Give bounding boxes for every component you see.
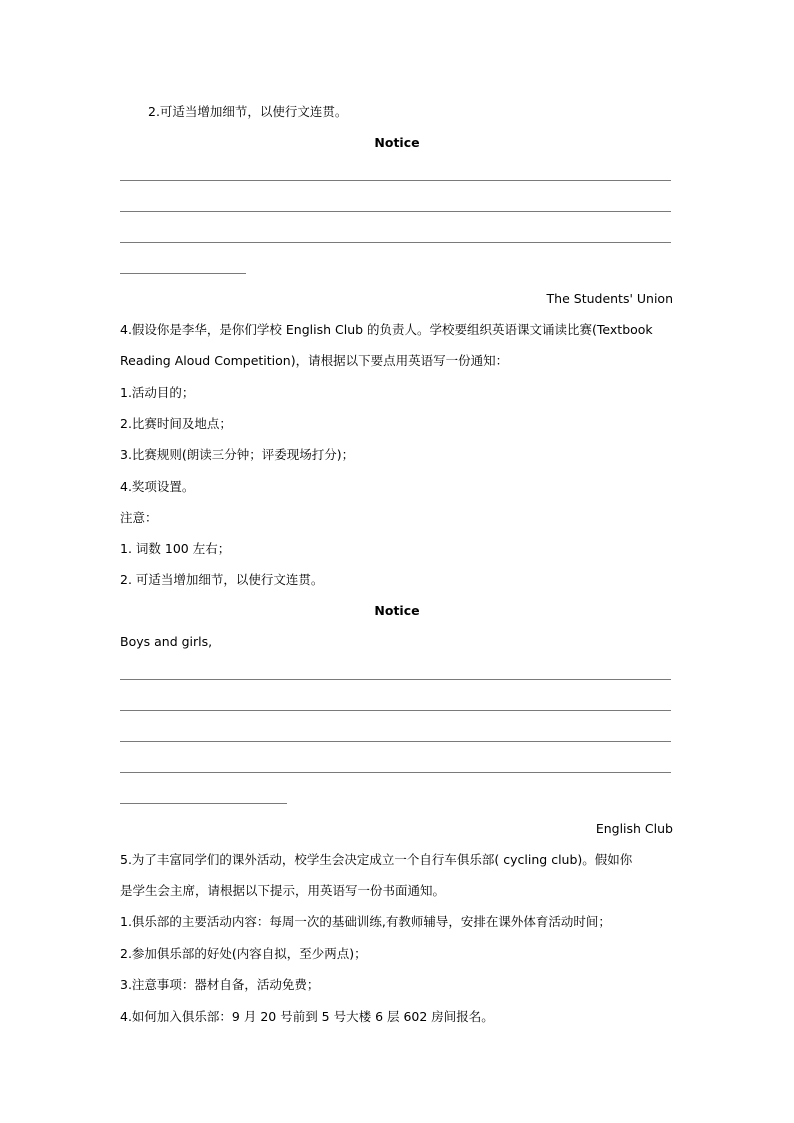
q5-point: 2.参加俱乐部的好处(内容自拟，至少两点)； <box>120 946 367 961</box>
answer-line <box>120 741 671 742</box>
q4-greeting: Boys and girls, <box>120 634 213 649</box>
q5-prompt-line-1: 5.为了丰富同学们的课外活动，校学生会决定成立一个自行车俱乐部( cycling club)。假如你 <box>120 852 633 867</box>
q5-prompt-line-2: 是学生会主席，请根据以下提示，用英语写一份书面通知。 <box>120 883 446 898</box>
answer-line <box>120 710 671 711</box>
answer-line <box>120 180 671 181</box>
q5-point: 1.俱乐部的主要活动内容：每周一次的基础训练,有教师辅导，安排在课外体育活动时间； <box>120 914 611 929</box>
answer-line <box>120 242 671 243</box>
q5-point: 3.注意事项：器材自备，活动免费； <box>120 977 320 992</box>
q4-signature: English Club <box>595 821 673 836</box>
q4-notice-title: Notice <box>374 603 420 618</box>
q4-note-label: 注意： <box>120 510 158 525</box>
s3-signature: The Students' Union <box>546 291 673 306</box>
answer-line <box>120 772 671 773</box>
s3-note-2: 2.可适当增加细节，以使行文连贯。 <box>148 104 348 119</box>
q4-point: 3.比赛规则(朗读三分钟；评委现场打分)； <box>120 447 355 462</box>
q4-point: 4.奖项设置。 <box>120 479 195 494</box>
q4-point: 1.活动目的； <box>120 385 195 400</box>
answer-line-short <box>120 273 246 274</box>
q4-prompt-line-2: Reading Aloud Competition)，请根据以下要点用英语写一份通知： <box>120 353 509 368</box>
q5-point: 4.如何加入俱乐部：9 月 20 号前到 5 号大楼 6 层 602 房间报名。 <box>120 1009 494 1024</box>
answer-line-short <box>120 803 287 804</box>
s3-notice-title: Notice <box>374 135 420 150</box>
q4-prompt-line-1: 4.假设你是李华，是你们学校 English Club 的负责人。学校要组织英语课文诵读比赛(Textbook <box>120 322 653 337</box>
q4-note: 2. 可适当增加细节，以使行文连贯。 <box>120 572 324 587</box>
q4-point: 2.比赛时间及地点； <box>120 416 232 431</box>
answer-line <box>120 211 671 212</box>
q4-note: 1. 词数 100 左右； <box>120 541 231 556</box>
answer-line <box>120 679 671 680</box>
